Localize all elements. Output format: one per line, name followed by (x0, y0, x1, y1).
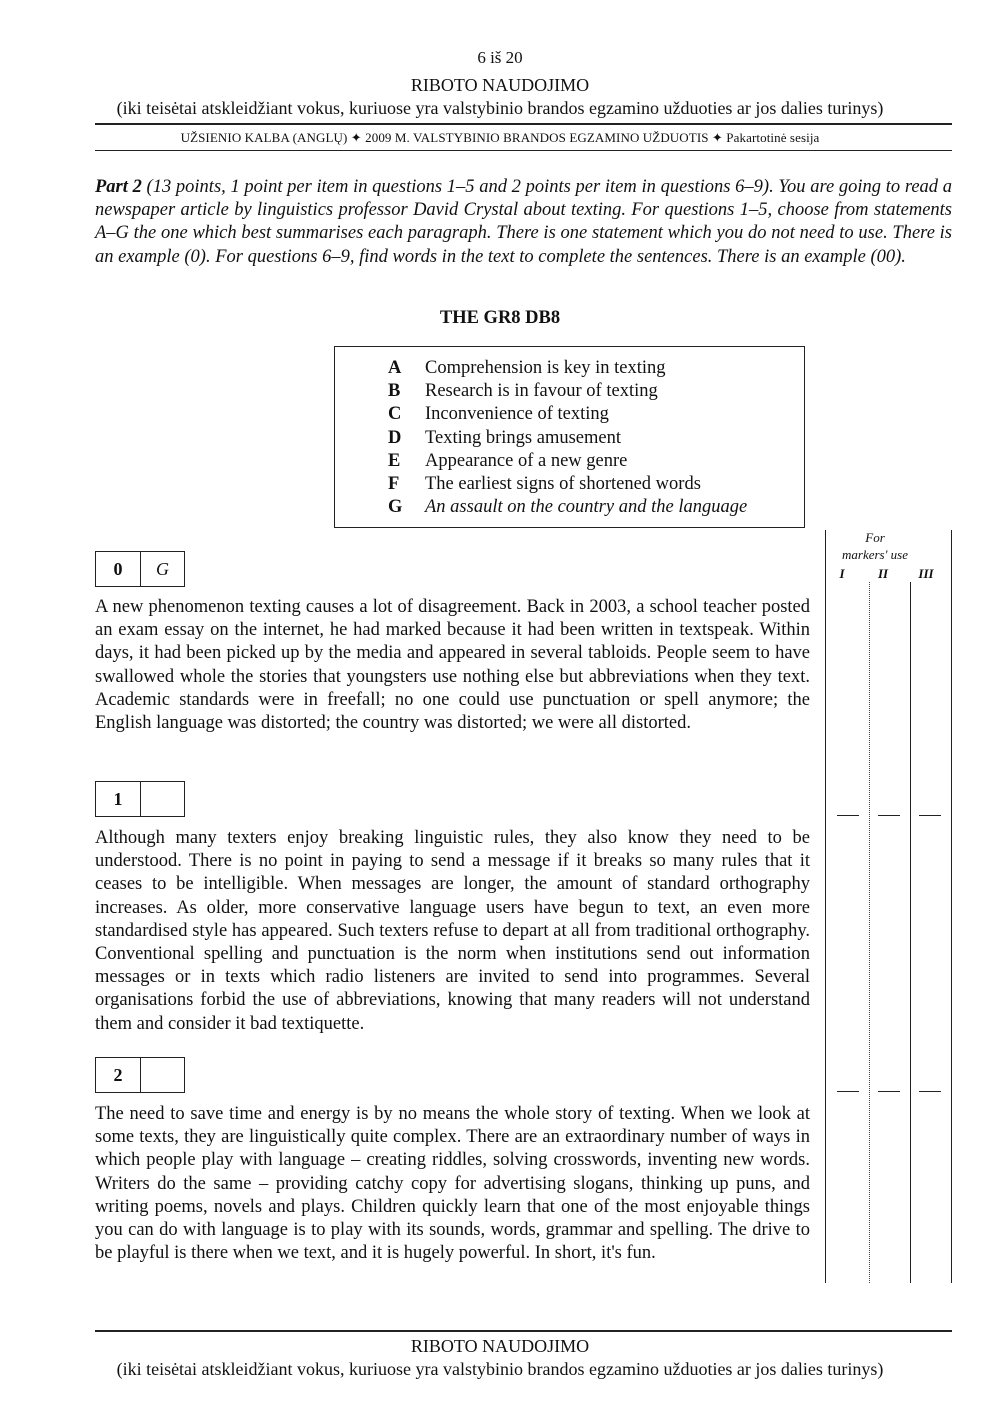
paragraph-0: A new phenomenon texting causes a lot of disagreement. Back in 2003, a school teacher posted an exam essay on the internet, he had marked because it had been written in textspeak. Within days, it had been picked up by the media and appeared in several tabloids. People seem to have swallowed whole the stories that youngsters use nothing else but abbreviations when they text. Academic standards were in freefall; no one could use punctuation or spell anymore; the English language was distorted; the country was distorted; we were all distorted. (95, 597, 810, 734)
statement-b: B Research is in favour of texting (388, 381, 658, 402)
article-title: THE GR8 DB8 (439, 308, 561, 328)
page-number: 6 iš 20 (477, 48, 523, 67)
question-box-0 (95, 551, 185, 587)
footer-disclaimer: (iki teisėtai atskleidžiant vokus, kuriuose yra valstybinio brandos egzamino užduoties ar jos dalies turinys) (116, 1359, 884, 1379)
header-rule-top (95, 123, 952, 125)
statement-g: G An assault on the country and the language (388, 497, 748, 518)
part-instructions (95, 176, 952, 269)
header-rule-bottom (95, 150, 952, 151)
answer-cell: G (156, 558, 169, 579)
question-box-1 (95, 781, 185, 817)
footer-rule (95, 1330, 952, 1332)
marker-divider-solid (910, 582, 911, 1283)
paragraph-2: The need to save time and energy is by no means the whole story of texting. When we look at some texts, they are linguistically quite complex. There are an extraordinary number of ways in which people play with language – creating riddles, solving crosswords, inventing new words. Writers do the same – providing catchy copy for advertising slogans, thinking up puns, and writing poems, novels and plays. Children quickly learn that one of the most enjoyable things you can do with language is to play with its sounds, words, grammar and spelling. The drive to be playful is there when we text, and it is hugely powerful. In short, it's fun. (95, 1104, 810, 1264)
marker-field-2-ii[interactable] (878, 1091, 900, 1092)
statements-list (388, 357, 747, 519)
marker-field-1-i[interactable] (837, 815, 859, 816)
question-number: 0 (96, 552, 141, 586)
marker-field-1-iii[interactable] (919, 815, 941, 816)
marker-border-right (951, 530, 952, 1283)
answer-cell[interactable] (141, 782, 184, 816)
marker-divider-dotted (869, 582, 870, 1283)
statements-box (334, 346, 805, 528)
question-number: 1 (96, 782, 141, 816)
exam-info-line: UŽSIENIO KALBA (ANGLŲ) ✦ 2009 M. VALSTYBINIO BRANDOS EGZAMINO UŽDUOTIS ✦ Pakartotinė sesija (180, 130, 820, 145)
footer-restricted-label: RIBOTO NAUDOJIMO (410, 1336, 590, 1356)
instructions-text: (13 points, 1 point per item in questions 1–5 and 2 points per item in questions 6–9). You are going to read a newspaper article by linguistics professor David Crystal about texting. For questions 1–5, choose from statements A–G the one which best summarises each paragraph. There is one statement which you do not need to use. There is an example (0). For questions 6–9, find words in the text to complete the sentences. There is an example (00). (95, 177, 952, 267)
disclaimer-text: (iki teisėtai atskleidžiant vokus, kuriuose yra valstybinio brandos egzamino užduoties ar jos dalies turinys) (116, 98, 884, 118)
restricted-use-label: RIBOTO NAUDOJIMO (410, 75, 590, 95)
statement-c: C Inconvenience of texting (388, 404, 609, 425)
statement-f: F The earliest signs of shortened words (388, 474, 701, 495)
marker-field-1-ii[interactable] (878, 815, 900, 816)
answer-cell[interactable] (141, 1058, 184, 1092)
marker-border-left (825, 530, 826, 1283)
statement-a: A Comprehension is key in texting (388, 358, 666, 378)
marker-field-2-iii[interactable] (919, 1091, 941, 1092)
marker-column-ii: II (877, 566, 889, 581)
part-label: Part 2 (95, 177, 142, 197)
markers-use-label: For markers' use (842, 530, 908, 562)
question-number: 2 (96, 1058, 141, 1092)
statement-e: E Appearance of a new genre (388, 450, 628, 471)
paragraph-1: Although many texters enjoy breaking linguistic rules, they also know they need to be understood. There is no point in paying to send a message if it breaks so many rules that it ceases to be intelligible. When messages are longer, the amount of standard orthography increases. As older, more conservative language users have begun to text, an even more standardised style has appeared. Such texters refuse to depart at all from traditional orthography. Conventional spelling and punctuation is the norm when institutions send out information messages or in texts which radio listeners are invited to send into programmes. Several organisations forbid the use of abbreviations, knowing that many readers will not understand them and consider it bad textiquette. (95, 828, 810, 1034)
statement-d: D Texting brings amusement (388, 427, 622, 448)
marker-column-i: I (839, 566, 845, 581)
marker-field-2-i[interactable] (837, 1091, 859, 1092)
question-box-2 (95, 1057, 185, 1093)
marker-column-iii: III (918, 566, 934, 581)
